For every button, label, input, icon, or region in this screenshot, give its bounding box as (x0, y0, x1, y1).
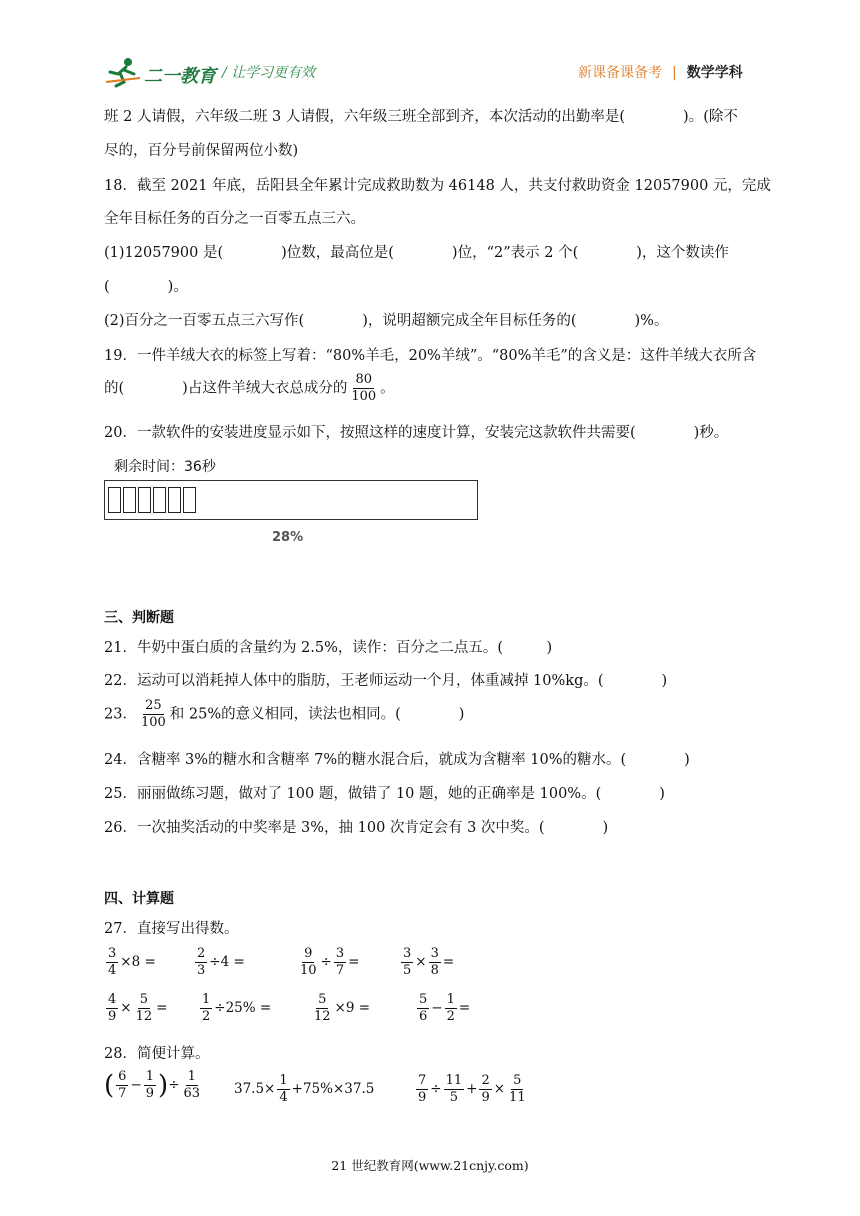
text-line: 尽的，百分号前保留两位小数) (104, 143, 299, 159)
question-26: 26．一次抽奖活动的中奖率是 3%，抽 100 次肯定会有 3 次中奖。( ) (104, 820, 609, 836)
calc-expression: $\frac{7}{9}$ ÷ $\frac{11}{5}$ + $\frac{2}{9}$ × $\frac{5}{11}$ (418, 1073, 526, 1105)
progress-segment (138, 487, 151, 513)
progress-bar (104, 480, 478, 520)
calc-item: $\frac{3}{5}$ × $\frac{3}{8}$ = (403, 946, 455, 978)
question-22: 22．运动可以消耗掉人体中的脂肪，王老师运动一个月，体重减掉 10%kg。( ) (104, 673, 668, 689)
calc-expression: ( $\frac{6}{7}$ − $\frac{1}{9}$ )÷ $\frac{1}{63}$ (104, 1069, 201, 1101)
calc-expression: 37.5× $\frac{1}{4}$ +75%×37.5 (234, 1073, 375, 1105)
progress-segment (168, 487, 181, 513)
progress-segment (183, 487, 196, 513)
question-24: 24．含糖率 3%的糖水和含糖率 7%的糖水混合后，就成为含糖率 10%的糖水。( ) (104, 752, 690, 768)
question-21: 21．牛奶中蛋白质的含量约为 2.5%，读作：百分之二点五。( ) (104, 640, 553, 656)
question-18: 18．截至 2021 年底，岳阳县全年累计完成救助数为 46148 人，共支付救助资金 12057900 元，完成 (104, 178, 771, 194)
logo (104, 56, 214, 90)
remaining-time-label: 剩余时间：36秒 (114, 459, 216, 475)
calc-item: $\frac{5}{6}$ − $\frac{1}{2}$ = (419, 992, 471, 1024)
calc-item: $\frac{2}{3}$ ÷4 = (197, 946, 245, 978)
question-27: 27．直接写出得数。 (104, 921, 239, 937)
calc-item: $\frac{9}{10}$ ÷ $\frac{3}{7}$ = (300, 946, 360, 978)
question-18-1: (1)12057900 是( )位数，最高位是( )位，“2”表示 2 个( )，这个数读作 (104, 245, 729, 261)
calc-item: $\frac{5}{12}$ ×9 = (314, 992, 371, 1024)
question-18-2: (2)百分之一百零五点三六写作( )，说明超额完成全年目标任务的( )%。 (104, 313, 669, 329)
header-separator: | (672, 65, 677, 81)
fraction (349, 372, 378, 405)
question-19-line2 (104, 372, 395, 405)
header-subject: 数学学科 (686, 65, 743, 81)
question-28: 28．简便计算。 (104, 1046, 210, 1062)
numerator: 25 (145, 698, 162, 713)
text-line: 全年目标任务的百分之一百零五点三六。 (104, 211, 365, 227)
numerator: 80 (355, 372, 372, 387)
question-19: 19．一件羊绒大衣的标签上写着：“80%羊毛，20%羊绒”。“80%羊毛”的含义是：这件羊绒大衣所含 (104, 348, 757, 364)
question-25: 25．丽丽做练习题，做对了 100 题，做错了 10 题，她的正确率是 100%。( ) (104, 786, 665, 802)
text-segment: 的( )占这件羊绒大衣总成分的 (104, 380, 348, 397)
progress-segment (108, 487, 121, 513)
progress-segment (153, 487, 166, 513)
progress-segment (123, 487, 136, 513)
question-23 (104, 698, 464, 731)
footer: 21 世纪教育网(www.21cnjy.com) (331, 1158, 529, 1173)
calc-item: $\frac{1}{2}$ ÷25% = (202, 992, 272, 1024)
denominator: 100 (140, 715, 166, 730)
header-right (578, 62, 743, 82)
fraction (139, 698, 168, 731)
section-title: 三、判断题 (104, 610, 174, 626)
text-segment: 。 (380, 380, 395, 397)
header-tagline: 新课备课备考 (578, 65, 662, 81)
section-title: 四、计算题 (104, 891, 174, 907)
text-line: ( )。 (104, 279, 188, 295)
denominator: 100 (351, 389, 377, 404)
logo-text: 二一教育 (144, 66, 216, 87)
slogan: / 让学习更有效 (222, 65, 316, 81)
text-segment: 23． (104, 706, 137, 723)
progress-percent: 28% (272, 530, 304, 545)
question-20: 20．一款软件的安装进度显示如下，按照这样的速度计算，安装完这款软件共需要( )秒。 (104, 425, 729, 441)
runner-logo-icon (104, 56, 142, 88)
calc-item: $\frac{3}{4}$ ×8 = (108, 946, 156, 978)
text-line: 班 2 人请假，六年级二班 3 人请假，六年级三班全部到齐，本次活动的出勤率是( )。(除不 (104, 109, 738, 125)
calc-item: $\frac{4}{9}$ × $\frac{5}{12}$ = (108, 992, 168, 1024)
text-segment: 和 25%的意义相同，读法也相同。( ) (169, 706, 465, 723)
